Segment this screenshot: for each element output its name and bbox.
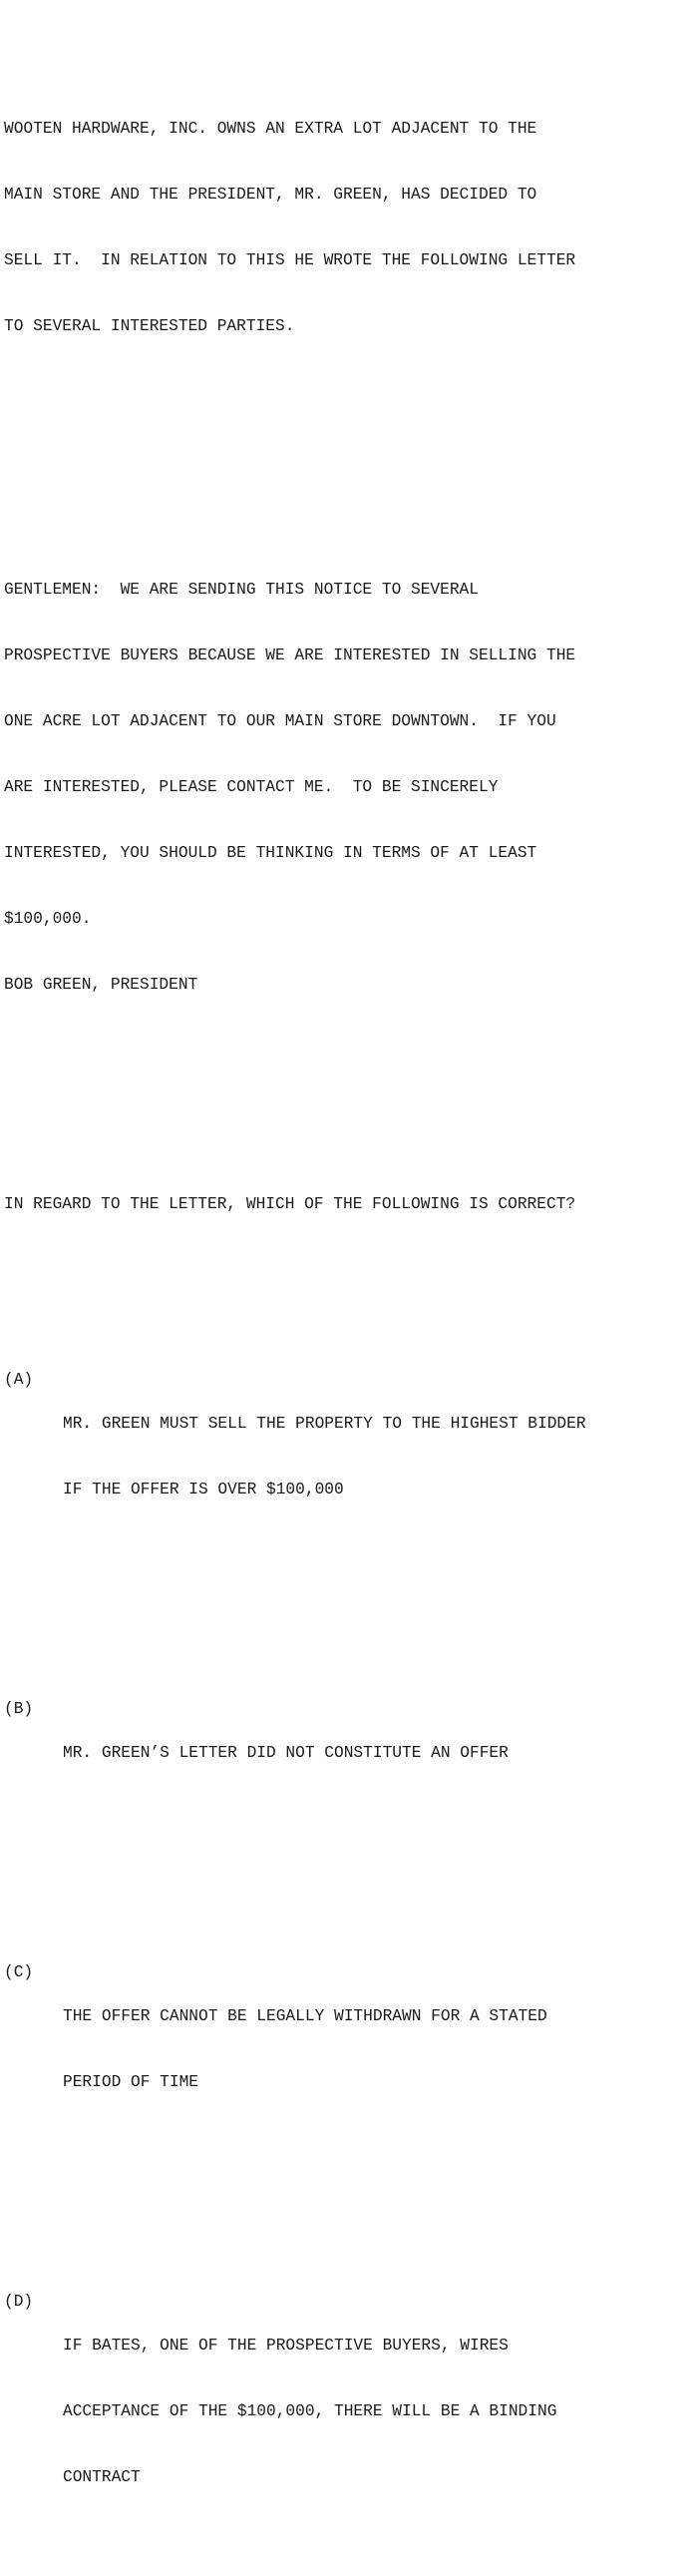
spacer xyxy=(4,1281,692,1303)
option-label: (D) xyxy=(4,2293,34,2311)
letter-line: ARE INTERESTED, PLEASE CONTACT ME. TO BE SINCERELY xyxy=(4,778,499,796)
letter-line: PROSPECTIVE BUYERS BECAUSE WE ARE INTERESTED IN SELLING THE xyxy=(4,646,576,664)
option-line: IF BATES, ONE OF THE PROSPECTIVE BUYERS, WIRES xyxy=(63,2337,509,2355)
letter-line: $100,000. xyxy=(4,910,92,928)
intro-paragraph xyxy=(4,74,692,381)
letter-paragraph xyxy=(4,535,692,1040)
intro-line: WOOTEN HARDWARE, INC. OWNS AN EXTRA LOT ADJACENT TO THE xyxy=(4,120,537,138)
option-label: (A) xyxy=(4,1371,34,1389)
letter-line: GENTLEMEN: WE ARE SENDING THIS NOTICE TO SEVERAL xyxy=(4,581,479,599)
option-b[interactable] xyxy=(4,1698,692,1808)
option-line: IF THE OFFER IS OVER $100,000 xyxy=(63,1481,344,1499)
spacer xyxy=(4,1874,692,1896)
spacer xyxy=(4,1610,692,1632)
option-text xyxy=(63,2291,556,2532)
intro-line: TO SEVERAL INTERESTED PARTIES. xyxy=(4,317,295,335)
option-line: THE OFFER CANNOT BE LEGALLY WITHDRAWN FOR A STATED xyxy=(63,2007,547,2025)
intro-line: MAIN STORE AND THE PRESIDENT, MR. GREEN, HAS DECIDED TO xyxy=(4,186,537,204)
option-a[interactable] xyxy=(4,1369,692,1544)
option-label: (C) xyxy=(4,1963,34,1981)
option-text xyxy=(63,1961,547,2137)
intro-line: SELL IT. IN RELATION TO THIS HE WROTE THE FOLLOWING LETTER xyxy=(4,251,576,269)
letter-line: ONE ACRE LOT ADJACENT TO OUR MAIN STORE DOWNTOWN. IF YOU xyxy=(4,712,556,730)
letter-line: INTERESTED, YOU SHOULD BE THINKING IN TERMS OF AT LEAST xyxy=(4,844,537,862)
question-text: IN REGARD TO THE LETTER, WHICH OF THE FOLLOWING IS CORRECT? xyxy=(4,1195,576,1213)
option-line: MR. GREEN MUST SELL THE PROPERTY TO THE HIGHEST BIDDER xyxy=(63,1415,586,1433)
option-line: ACCEPTANCE OF THE $100,000, THERE WILL BE A BINDING xyxy=(63,2402,557,2420)
document-page xyxy=(4,8,692,2576)
option-line: MR. GREEN’S LETTER DID NOT CONSTITUTE AN OFFER xyxy=(63,1744,509,1762)
spacer xyxy=(4,447,692,469)
spacer xyxy=(4,1105,692,1127)
option-text xyxy=(63,1369,586,1544)
option-line: PERIOD OF TIME xyxy=(63,2073,198,2091)
option-label: (B) xyxy=(4,1700,34,1718)
option-d[interactable] xyxy=(4,2291,692,2532)
letter-signature: BOB GREEN, PRESIDENT xyxy=(4,976,198,994)
option-c[interactable] xyxy=(4,1961,692,2137)
option-line: CONTRACT xyxy=(63,2468,141,2486)
option-text xyxy=(63,1698,509,1808)
spacer xyxy=(4,2203,692,2225)
